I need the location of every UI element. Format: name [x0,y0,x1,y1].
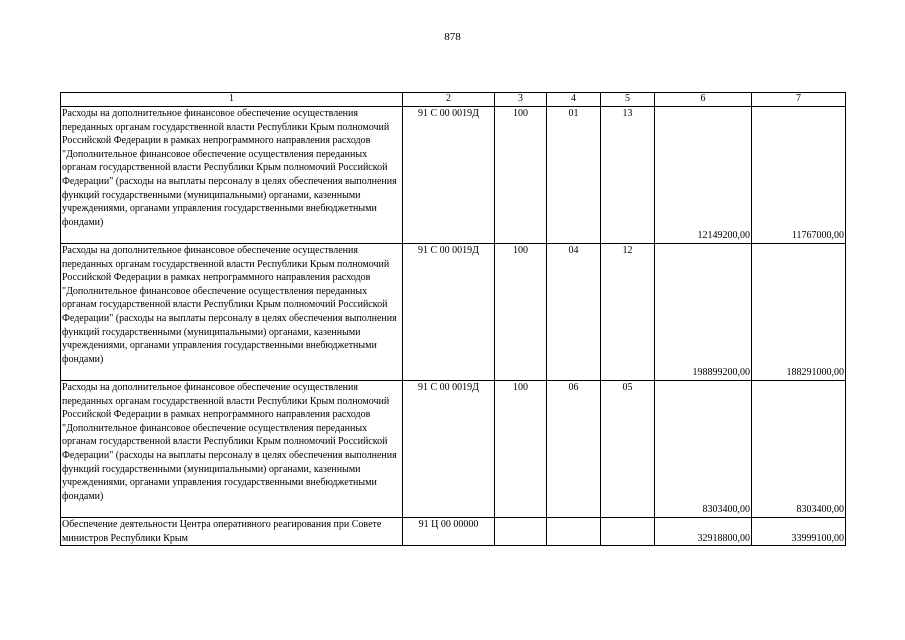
amount-col6: 32918800,00 [655,518,752,546]
expense-type-code [495,518,547,546]
column-header: 6 [655,93,752,107]
column-header: 2 [403,93,495,107]
amount-col6: 198899200,00 [655,244,752,381]
subsection-code: 05 [601,381,655,518]
table-row [61,244,846,381]
column-header: 3 [495,93,547,107]
column-header: 7 [752,93,846,107]
subsection-code: 12 [601,244,655,381]
amount-col6: 8303400,00 [655,381,752,518]
section-code: 01 [547,107,601,244]
row-description: Обеспечение деятельности Центра оперативного реагирования при Совете министров Республики Крым [61,518,403,546]
section-code: 04 [547,244,601,381]
amount-col7: 11767000,00 [752,107,846,244]
subsection-code: 13 [601,107,655,244]
table-row [61,381,846,518]
row-description: Расходы на дополнительное финансовое обеспечение осуществления переданных органам государственной власти Республики Крым полномочий Российской Федерации в рамках непрограммного направления расходов "Дополнительное финансовое обеспечение осуществления переданных органам государственной власти Республики Крым полномочий Российской Федерации" (расходы на выплаты персоналу в целях обеспечения выполнения функций государственными (муниципальными) органами, казенными учреждениями, органами управления государственными внебюджетными фондами) [61,107,403,244]
column-header: 1 [61,93,403,107]
table-row [61,518,846,546]
amount-col6: 12149200,00 [655,107,752,244]
expense-type-code: 100 [495,244,547,381]
classification-code: 91 С 00 0019Д [403,244,495,381]
amount-col7: 188291000,00 [752,244,846,381]
classification-code: 91 Ц 00 00000 [403,518,495,546]
expense-type-code: 100 [495,381,547,518]
section-code [547,518,601,546]
amount-col7: 8303400,00 [752,381,846,518]
column-header: 4 [547,93,601,107]
amount-col7: 33999100,00 [752,518,846,546]
classification-code: 91 С 00 0019Д [403,107,495,244]
subsection-code [601,518,655,546]
page-number: 878 [444,31,461,43]
section-code: 06 [547,381,601,518]
row-description: Расходы на дополнительное финансовое обеспечение осуществления переданных органам государственной власти Республики Крым полномочий Российской Федерации в рамках непрограммного направления расходов "Дополнительное финансовое обеспечение осуществления переданных органам государственной власти Республики Крым полномочий Российской Федерации" (расходы на выплаты персоналу в целях обеспечения выполнения функций государственными (муниципальными) органами, казенными учреждениями, органами управления государственными внебюджетными фондами) [61,244,403,381]
table-header-row [61,93,846,107]
expense-type-code: 100 [495,107,547,244]
budget-table [60,92,846,546]
table-row [61,107,846,244]
row-description: Расходы на дополнительное финансовое обеспечение осуществления переданных органам государственной власти Республики Крым полномочий Российской Федерации в рамках непрограммного направления расходов "Дополнительное финансовое обеспечение осуществления переданных органам государственной власти Республики Крым полномочий Российской Федерации" (расходы на выплаты персоналу в целях обеспечения выполнения функций государственными (муниципальными) органами, казенными учреждениями, органами управления государственными внебюджетными фондами) [61,381,403,518]
classification-code: 91 С 00 0019Д [403,381,495,518]
column-header: 5 [601,93,655,107]
